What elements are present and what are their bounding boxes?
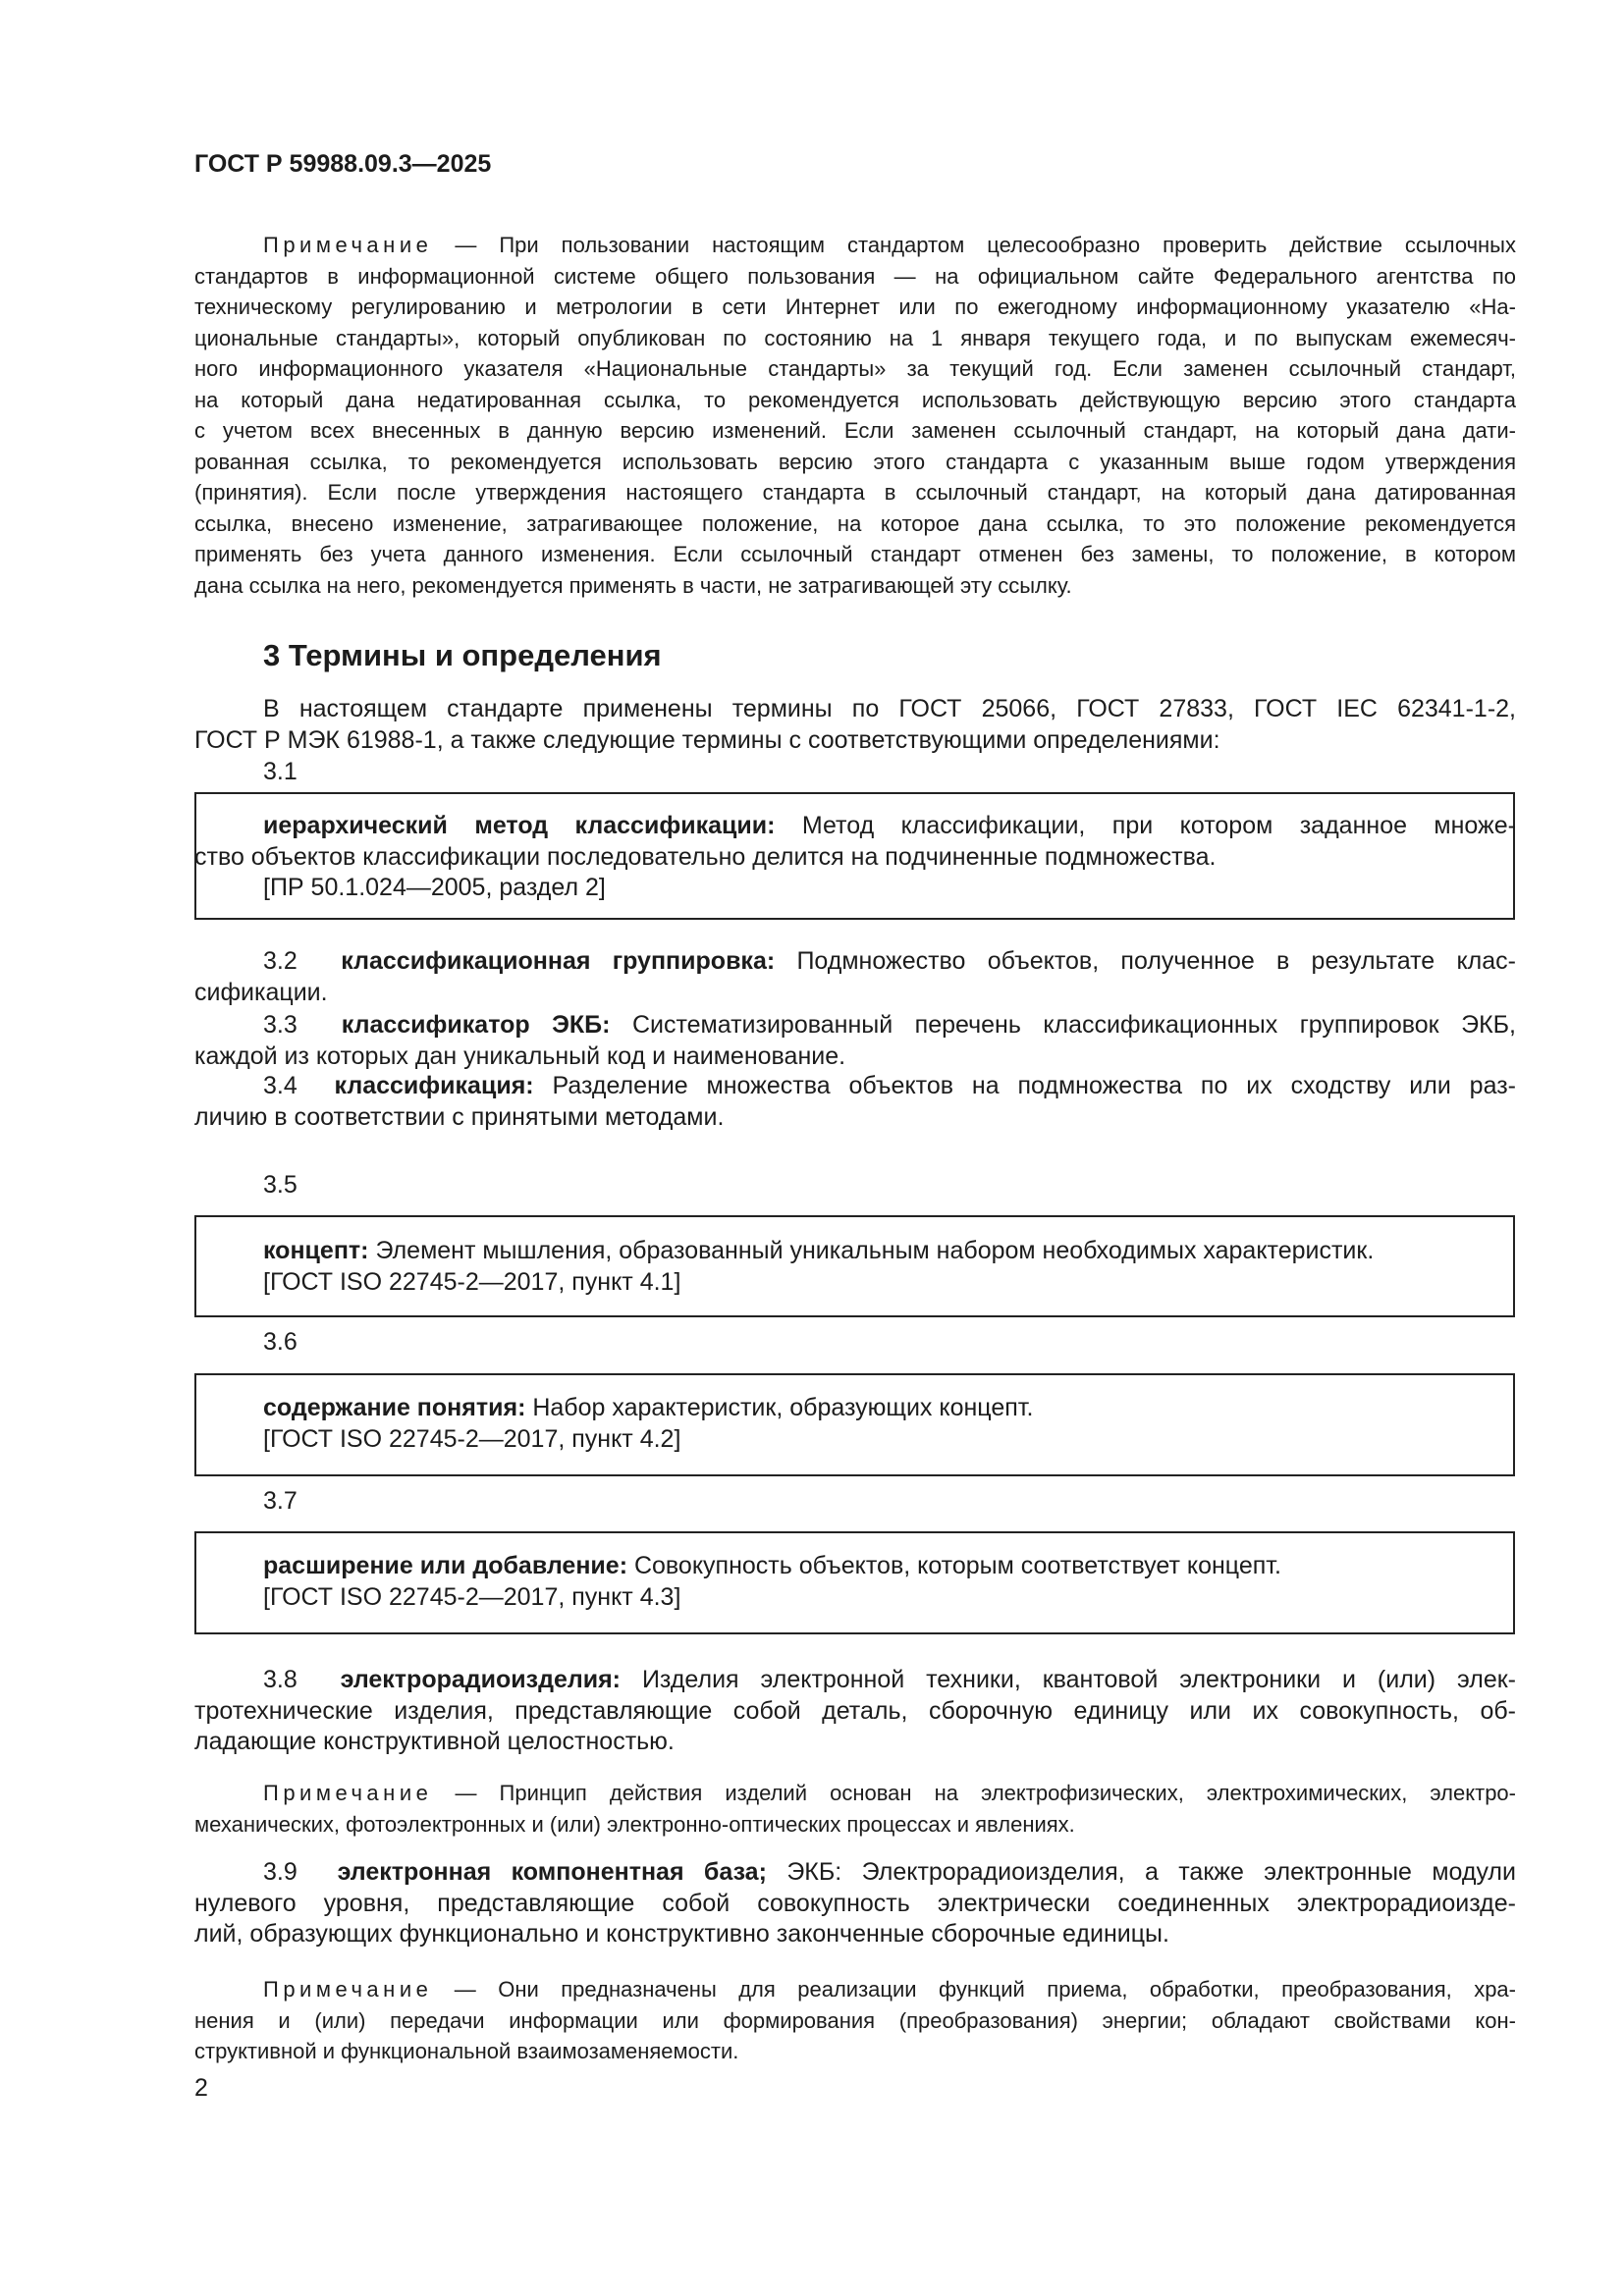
text-line — [194, 842, 1516, 874]
term-number: 3.1 — [263, 758, 298, 785]
text-line — [194, 1393, 1516, 1424]
document-header: ГОСТ Р 59988.09.3—2025 — [194, 150, 492, 178]
term-note — [194, 1974, 1516, 2067]
page-number: 2 — [194, 2074, 208, 2102]
term-note — [194, 1778, 1516, 1840]
term-definition — [194, 1857, 1516, 1950]
term-number: 3.3 — [263, 1011, 298, 1039]
text-line — [194, 230, 1516, 261]
text-line — [194, 725, 1516, 757]
text-line — [194, 261, 1516, 293]
text-line — [194, 811, 1516, 842]
term-name: расширение или добавление: — [263, 1552, 628, 1579]
text-line — [194, 946, 1516, 978]
term-definition — [194, 1551, 1516, 1613]
term-name: концепт: — [263, 1237, 369, 1264]
line-text: Элемент мышления, образованный уникальным набором необходимых характеристик. — [368, 1237, 1375, 1264]
line-text: лий, образующих функционально и конструктивно законченные сборочные единицы. — [194, 1920, 1169, 1948]
term-definition — [194, 1010, 1516, 1072]
term-name: электронная компонентная база; — [337, 1858, 767, 1886]
line-text: ладающие конструктивной целостностью. — [194, 1728, 675, 1755]
text-line — [194, 323, 1516, 354]
text-line — [194, 415, 1516, 447]
line-text: с учетом всех внесенных в данную версию изменений. Если заменен ссылочный стандарт, на который дана дати- — [194, 418, 1516, 443]
text-line — [194, 477, 1516, 508]
line-text: ссылка, внесено изменение, затрагивающее положение, на которое дана ссылка, то это положение рекомендуется — [194, 510, 1516, 536]
line-text: ЭКБ: Электрорадиоизделия, а также электронные модули — [766, 1858, 1516, 1886]
term-number: 3.8 — [263, 1666, 298, 1693]
line-text: ного информационного указателя «Национальные стандарты» за текущий год. Если заменен ссылочный стандарт, — [194, 356, 1516, 381]
note-label: Примечание — [263, 1977, 433, 2002]
text-line — [194, 508, 1516, 540]
term-name: классификационная группировка: — [341, 947, 776, 975]
term-number: 3.5 — [263, 1171, 298, 1199]
text-line — [194, 292, 1516, 323]
text-line — [194, 385, 1516, 416]
line-text: (принятия). Если после утверждения настоящего стандарта в ссылочный стандарт, на который дана датированная — [194, 480, 1516, 505]
text-line — [194, 1010, 1516, 1041]
line-text: ГОСТ Р МЭК 61988-1, а также следующие термины с соответствующими определениями: — [194, 725, 1220, 754]
line-text: тротехнические изделия, представляющие собой деталь, сборочную единицу или их совокупность, об- — [194, 1696, 1516, 1725]
term-name: классификация: — [334, 1072, 534, 1099]
text-line — [194, 1889, 1516, 1920]
text-line — [194, 2036, 1516, 2067]
term-number: 3.2 — [263, 947, 298, 975]
term-number: 3.6 — [263, 1328, 298, 1356]
term-definition — [194, 1665, 1516, 1758]
section-heading: 3 Термины и определения — [263, 638, 662, 672]
term-number: 3.7 — [263, 1487, 298, 1515]
term-source: [ГОСТ ISO 22745-2—2017, пункт 4.2] — [263, 1424, 681, 1453]
line-text: В настоящем стандарте применены термины по ГОСТ 25066, ГОСТ 27833, ГОСТ IEC 62341-1-2, — [263, 695, 1516, 722]
text-line — [194, 1665, 1516, 1696]
line-text: механических, фотоэлектронных и (или) электронно-оптических процессах и явлениях. — [194, 1811, 1075, 1837]
text-line — [194, 447, 1516, 478]
line-text: Изделия электронной техники, квантовой электроники и (или) элек- — [621, 1666, 1516, 1693]
line-text: техническому регулированию и метрологии в сети Интернет или по ежегодному информационному указателю «На- — [194, 294, 1516, 319]
line-text: нения и (или) передачи информации или формирования (преобразования) энергии; обладают свойствами кон- — [194, 2007, 1516, 2033]
term-definition — [194, 811, 1516, 904]
line-text: — При пользовании настоящим стандартом целесообразно проверить действие ссылочных — [432, 233, 1516, 257]
line-text: — Принцип действия изделий основан на электрофизических, электрохимических, электро- — [432, 1781, 1516, 1805]
text-line — [194, 1041, 1516, 1073]
term-number: 3.9 — [263, 1858, 298, 1886]
text-line — [194, 1551, 1516, 1582]
text-line — [194, 978, 1516, 1009]
line-text: Систематизированный перечень классификационных группировок ЭКБ, — [610, 1011, 1516, 1039]
section-intro — [194, 694, 1516, 756]
text-line — [194, 1857, 1516, 1889]
text-line — [194, 1778, 1516, 1809]
note-label: Примечание — [263, 1781, 433, 1805]
line-text: Метод классификации, при котором заданное множе- — [775, 812, 1516, 839]
normative-references-note — [194, 230, 1516, 601]
line-text: Подмножество объектов, полученное в результате клас- — [775, 947, 1516, 975]
term-source: [ГОСТ ISO 22745-2—2017, пункт 4.1] — [263, 1267, 681, 1296]
text-line — [194, 1102, 1516, 1134]
line-text: структивной и функциональной взаимозаменяемости. — [194, 2039, 739, 2063]
term-source: [ПР 50.1.024—2005, раздел 2] — [263, 874, 606, 901]
term-definition — [194, 1236, 1516, 1298]
line-text: Разделение множества объектов на подмножества по их сходству или раз- — [533, 1072, 1516, 1099]
text-line — [194, 1974, 1516, 2005]
line-text: ство объектов классификации последовательно делится на подчиненные подмножества. — [194, 842, 1217, 871]
term-name: содержание понятия: — [263, 1394, 526, 1421]
line-text: сификации. — [194, 978, 328, 1006]
line-text: на который дана недатированная ссылка, то рекомендуется использовать действующую версию этого стандарта — [194, 387, 1516, 412]
text-line — [194, 1071, 1516, 1102]
term-source: [ГОСТ ISO 22745-2—2017, пункт 4.3] — [263, 1582, 681, 1611]
text-line — [194, 2005, 1516, 2037]
line-text: стандартов в информационной системе общего пользования — на официальном сайте Федерального агентства по — [194, 263, 1516, 289]
term-definition — [194, 946, 1516, 1008]
term-name: классификатор ЭКБ: — [341, 1011, 611, 1039]
line-text: Набор характеристик, образующих концепт. — [525, 1394, 1034, 1421]
line-text: дана ссылка на него, рекомендуется применять в части, не затрагивающей эту ссылку. — [194, 572, 1072, 598]
text-line — [194, 570, 1516, 602]
note-label: Примечание — [263, 233, 433, 257]
term-name: иерархический метод классификации: — [263, 812, 776, 839]
term-number: 3.4 — [263, 1072, 298, 1099]
text-line — [194, 694, 1516, 725]
line-text: каждой из которых дан уникальный код и наименование. — [194, 1041, 846, 1070]
text-line — [194, 539, 1516, 570]
line-text: личию в соответствии с принятыми методами. — [194, 1102, 725, 1131]
term-definition — [194, 1393, 1516, 1455]
text-line — [194, 1727, 1516, 1758]
term-definition — [194, 1071, 1516, 1133]
text-line — [194, 353, 1516, 385]
line-text: — Они предназначены для реализации функций приема, обработки, преобразования, хра- — [432, 1977, 1516, 2002]
term-name: электрорадиоизделия: — [340, 1666, 622, 1693]
line-text: рованная ссылка, то рекомендуется использовать версию этого стандарта с указанным выше годом утверждения — [194, 449, 1516, 474]
line-text: применять без учета данного изменения. Если ссылочный стандарт отменен без замены, то положение, в котором — [194, 542, 1516, 566]
line-text: Совокупность объектов, которым соответствует концепт. — [627, 1552, 1281, 1579]
text-line — [194, 1696, 1516, 1728]
text-line — [194, 1236, 1516, 1267]
line-text: нулевого уровня, представляющие собой совокупность электрически соединенных электрорадиоизде- — [194, 1889, 1516, 1917]
text-line — [194, 1919, 1516, 1950]
text-line — [194, 1809, 1516, 1841]
line-text: циональные стандарты», который опубликован по состоянию на 1 января текущего года, и по выпускам ежемесяч- — [194, 325, 1516, 350]
